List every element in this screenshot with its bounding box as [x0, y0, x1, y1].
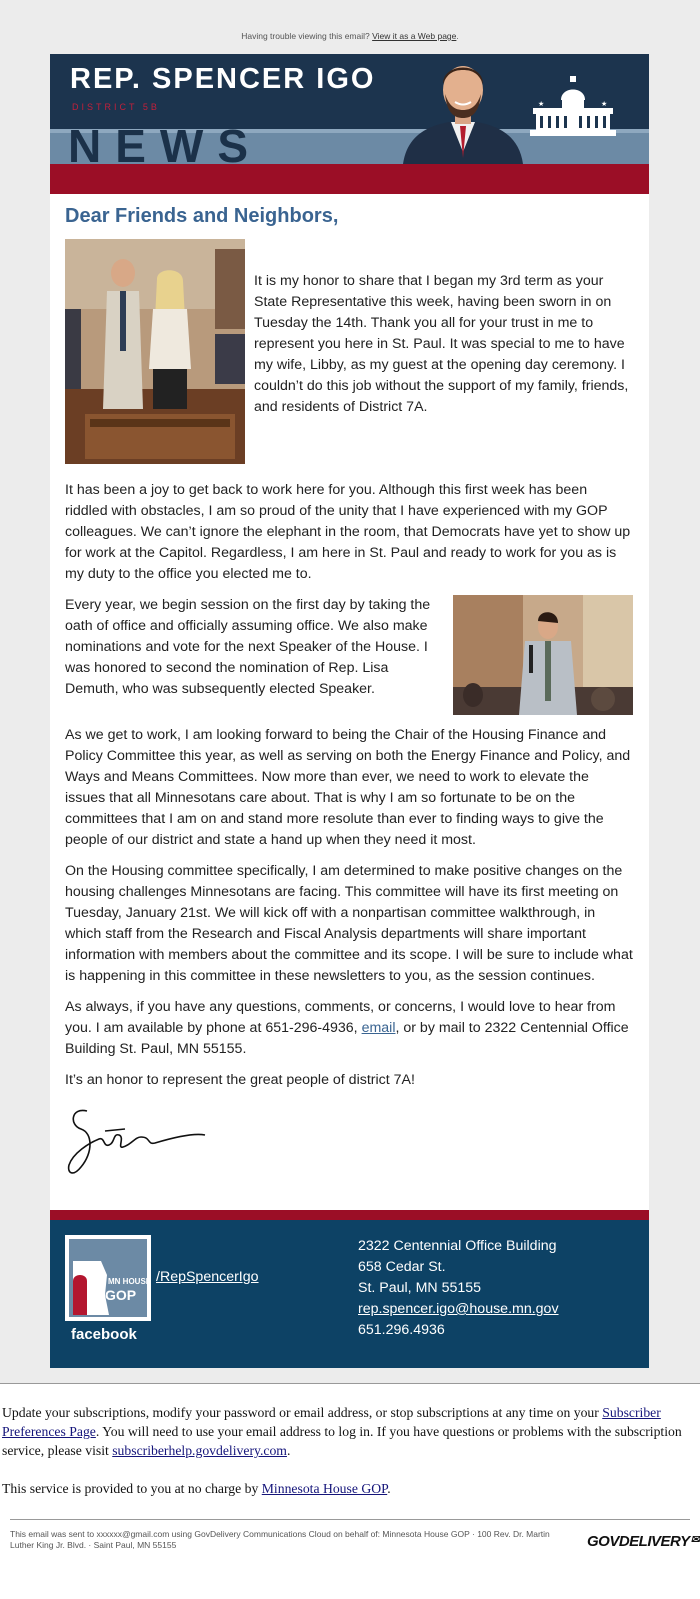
address-line-1: 2322 Centennial Office Building [358, 1238, 557, 1254]
paragraph-6-text-b: , or by mail to 2322 Centennial Office Building St. Paul, MN 55155. [65, 1020, 629, 1057]
address-line-2: 658 Cedar St. [358, 1259, 446, 1275]
email-link[interactable]: email [361, 1020, 396, 1036]
footer-email-link[interactable]: rep.spencer.igo@house.mn.gov [358, 1301, 559, 1317]
banner-district: DISTRICT 5B [72, 102, 160, 112]
capitol-icon [528, 76, 618, 138]
service-text-b: . [387, 1481, 391, 1496]
view-as-web-page-link[interactable]: View it as a Web page [372, 31, 457, 41]
swearing-in-photo [65, 239, 245, 464]
banner-news-text: NEWS [68, 120, 262, 164]
subscriber-help-link[interactable]: subscriberhelp.govdelivery.com [112, 1443, 287, 1458]
paragraph-2: It has been a joy to get back to work here for you. Although this first week has been riddled with obstacles, I am so proud of the unity that I have experienced with my GOP colleagues. We can’t ignore the elephant in the room, that Democrats have yet to show up for work at the Capitol. Regardless, I am here in St. Paul and ready to work for you as is my duty to the office you elected me to. [65, 482, 631, 582]
subscription-text [2, 1403, 692, 1498]
newsletter-body [50, 194, 649, 1210]
footer-phone: 651.296.4936 [358, 1322, 445, 1338]
facebook-handle-link[interactable]: /RepSpencerIgo [156, 1269, 259, 1285]
mailing-address [358, 1236, 559, 1341]
facebook-gop-logo[interactable] [65, 1235, 151, 1347]
fb-logo-gop: GOP [105, 1287, 137, 1303]
govdelivery-logo-text: GOVDELIVERY [587, 1533, 690, 1550]
representative-portrait [393, 54, 533, 164]
address-line-3: St. Paul, MN 55155 [358, 1280, 482, 1296]
view-online-suffix: . [456, 31, 459, 41]
contact-footer [50, 1210, 649, 1368]
fb-logo-label: facebook [71, 1326, 137, 1343]
header-banner [50, 54, 649, 164]
subscription-text-a: Update your subscriptions, modify your password or email address, or stop subscriptions at any time on your [2, 1405, 603, 1420]
divider [0, 1383, 700, 1384]
paragraph-1: It is my honor to share that I began my 3rd term as your State Representative this week, having been sworn in on Tuesday the 14th. Thank you all for your trust in me to represent you here in St. Paul. It was special to me to have my wife, Libby, as my guest at the opening day ceremony. I couldn’t do this job without the support of my family, friends, and residents of District 7A. [254, 273, 629, 415]
paragraph-4: As we get to work, I am looking forward to being the Chair of the Housing Finance and Policy Committee this year, as well as serving on both the Energy Finance and Policy, and Ways and Means Committees. Now more than ever, we need to work to elevate the issues that all Minnesotans care about. That is why I am so fortunate to be on the committees that I am on and stand more resolute than ever to finding ways to give the people of our district and state a hand up when they need it most. [65, 727, 631, 848]
minnesota-house-gop-link[interactable]: Minnesota House GOP [261, 1481, 388, 1496]
fb-logo-house: MN HOUSE [108, 1277, 151, 1286]
view-online-prefix: Having trouble viewing this email? [241, 31, 370, 41]
subscription-paragraph [2, 1403, 692, 1460]
signature-image [65, 1103, 225, 1187]
svg-text:★: ★ [601, 100, 608, 108]
govdelivery-logo[interactable] [587, 1533, 699, 1550]
greeting-heading: Dear Friends and Neighbors, [65, 205, 339, 227]
svg-text:★: ★ [538, 100, 545, 108]
paragraph-5: On the Housing committee specifically, I am determined to make positive changes on the housing challenges Minnesotans are facing. This committee will have its first meeting on Tuesday, January 21st. We will kick off with a nonpartisan committee walkthrough, in which staff from the Research and Fiscal Analysis departments will share important information with members about the committee and its scope. I will be sure to include what is happening in this committee in these newsletters to you, as the session continues. [65, 863, 633, 984]
divider-2 [10, 1519, 690, 1520]
banner-name: REP. SPENCER IGO [70, 63, 376, 95]
envelope-icon: ✉ [690, 1534, 700, 1546]
subscription-text-c: . [286, 1443, 291, 1458]
newsletter-card [50, 54, 649, 1368]
subscriber-preferences-link[interactable]: Subscriber Preferences Page [2, 1405, 661, 1439]
subscription-text-b: . You will need to use your email address to log in. If you have questions or problems with the subscription service, please visit [2, 1424, 682, 1458]
paragraph-3: Every year, we begin session on the first day by taking the oath of office and officially assuming office. We also make nominations and vote for the next Speaker of the House. I was honored to second the nomination of Rep. Lisa Demuth, who was subsequently elected Speaker. [65, 597, 431, 697]
view-online-note [0, 0, 700, 53]
floor-speech-photo [453, 595, 633, 715]
paragraph-6 [65, 997, 633, 1060]
service-paragraph [2, 1479, 692, 1498]
paragraph-7: It’s an honor to represent the great people of district 7A! [65, 1072, 415, 1088]
banner-red-bar [50, 164, 649, 194]
paragraph-6-text-a: As always, if you have any questions, comments, or concerns, I would love to hear from you. I am available by phone at 651-296-4936, [65, 999, 616, 1036]
subscription-footer [0, 1383, 700, 1599]
service-text-a: This service is provided to you at no charge by [2, 1481, 262, 1496]
sent-to-notice: This email was sent to xxxxxx@gmail.com using GovDelivery Communications Cloud on behalf of: Minnesota House GOP · 100 Rev. Dr. Martin Luther King Jr. Blvd. · Saint Paul, MN 55155 [10, 1529, 550, 1550]
